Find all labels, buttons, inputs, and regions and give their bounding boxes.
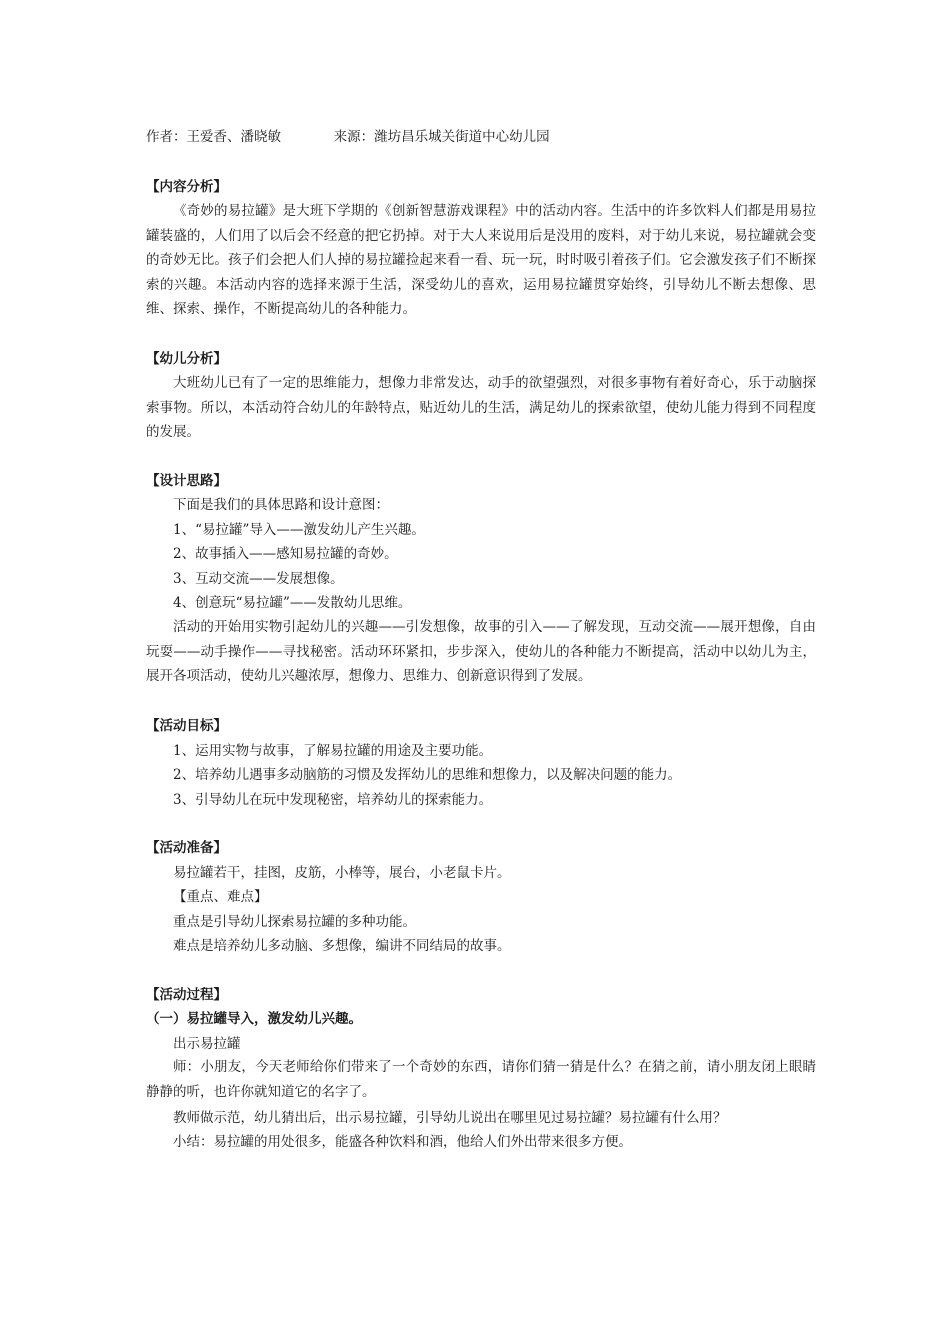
design-ideas-intro: 下面是我们的具体思路和设计意图： [173, 497, 389, 513]
difficulty: 难点是培养幼儿多动脑、多想像，编讲不同结局的故事。 [173, 938, 511, 954]
design-ideas-heading: 【设计思路】 [146, 473, 227, 489]
goal-item: 2、培养幼儿遇事多动脑筋的习惯及发挥幼儿的思维和想像力，以及解决问题的能力。 [173, 767, 682, 783]
author-value: 王爱香、潘晓敏 [186, 129, 281, 145]
teacher-demo: 教师做示范，幼儿猜出后，出示易拉罐，引导幼儿说出在哪里见过易拉罐？易拉罐有什么用？ [173, 1110, 727, 1126]
preparation-materials: 易拉罐若干，挂图，皮筋，小棒等，展台，小老鼠卡片。 [173, 865, 511, 881]
content-analysis-paragraph: 《奇妙的易拉罐》是大班下学期的《创新智慧游戏课程》中的活动内容。生活中的许多饮料人们都是用易拉罐装盛的，人们用了以后会不经意的把它扔掉。对于大人来说用后是没用的废料，对于幼儿来说，易拉罐就会变的奇妙无比。孩子们会把人们人掉的易拉罐捡起来看一看、玩一玩，时时吸引着孩子们。它会激发孩子们不断探索的兴趣。本活动内容的选择来源于生活，深受幼儿的喜欢，运用易拉罐贯穿始终，引导幼儿不断去想像、思维、探索、操作，不断提高幼儿的各种能力。 [146, 203, 816, 317]
author-label: 作者： [146, 129, 187, 145]
source-value: 潍坊昌乐城关街道中心幼儿园 [374, 129, 550, 145]
process-summary: 小结：易拉罐的用处很多，能盛各种饮料和酒，他给人们外出带来很多方便。 [173, 1134, 632, 1150]
goal-item: 1、运用实物与故事，了解易拉罐的用途及主要功能。 [173, 743, 493, 759]
content-analysis-heading: 【内容分析】 [146, 179, 227, 195]
design-ideas-item: 1、“易拉罐”导入——激发幼儿产生兴趣。 [173, 522, 425, 538]
design-ideas-item: 2、故事插入——感知易拉罐的奇妙。 [173, 546, 398, 562]
author-line [146, 128, 816, 146]
design-ideas-paragraph: 活动的开始用实物引起幼儿的兴趣——引发想像，故事的引入——了解发现，互动交流——展开想像，自由玩耍——动手操作——寻找秘密。活动环环紧扣，步步深入，使幼儿的各种能力不断提高，活动中以幼儿为主，展开各项活动，使幼儿兴趣浓厚，想像力、思维力、创新意识得到了发展。 [146, 619, 816, 684]
preparation-heading: 【活动准备】 [146, 840, 227, 856]
goal-item: 3、引导幼儿在玩中发现秘密，培养幼儿的探索能力。 [173, 792, 493, 808]
key-point: 重点是引导幼儿探索易拉罐的多种功能。 [173, 914, 416, 930]
process-heading: 【活动过程】 [146, 987, 227, 1003]
design-ideas-item: 4、创意玩“易拉罐”——发散幼儿思维。 [173, 595, 412, 611]
goals-heading: 【活动目标】 [146, 718, 227, 734]
process-show: 出示易拉罐 [173, 1036, 241, 1052]
design-ideas-item: 3、互动交流——发展想像。 [173, 571, 344, 587]
process-step-title: （一）易拉罐导入，激发幼儿兴趣。 [146, 1011, 362, 1027]
child-analysis-heading: 【幼儿分析】 [146, 351, 227, 367]
source-label: 来源： [333, 129, 375, 145]
teacher-speech: 师：小朋友，今天老师给你们带来了一个奇妙的东西，请你们猜一猜是什么？在猜之前，请小朋友闭上眼睛静静的听，也许你就知道它的名字了。 [146, 1059, 816, 1100]
key-points-heading: 【重点、难点】 [173, 889, 268, 905]
child-analysis-paragraph: 大班幼儿已有了一定的思维能力，想像力非常发达，动手的欲望强烈，对很多事物有着好奇心，乐于动脑探索事物。所以，本活动符合幼儿的年龄特点，贴近幼儿的生活，满足幼儿的探索欲望，使幼儿能力得到不同程度的发展。 [146, 375, 816, 440]
